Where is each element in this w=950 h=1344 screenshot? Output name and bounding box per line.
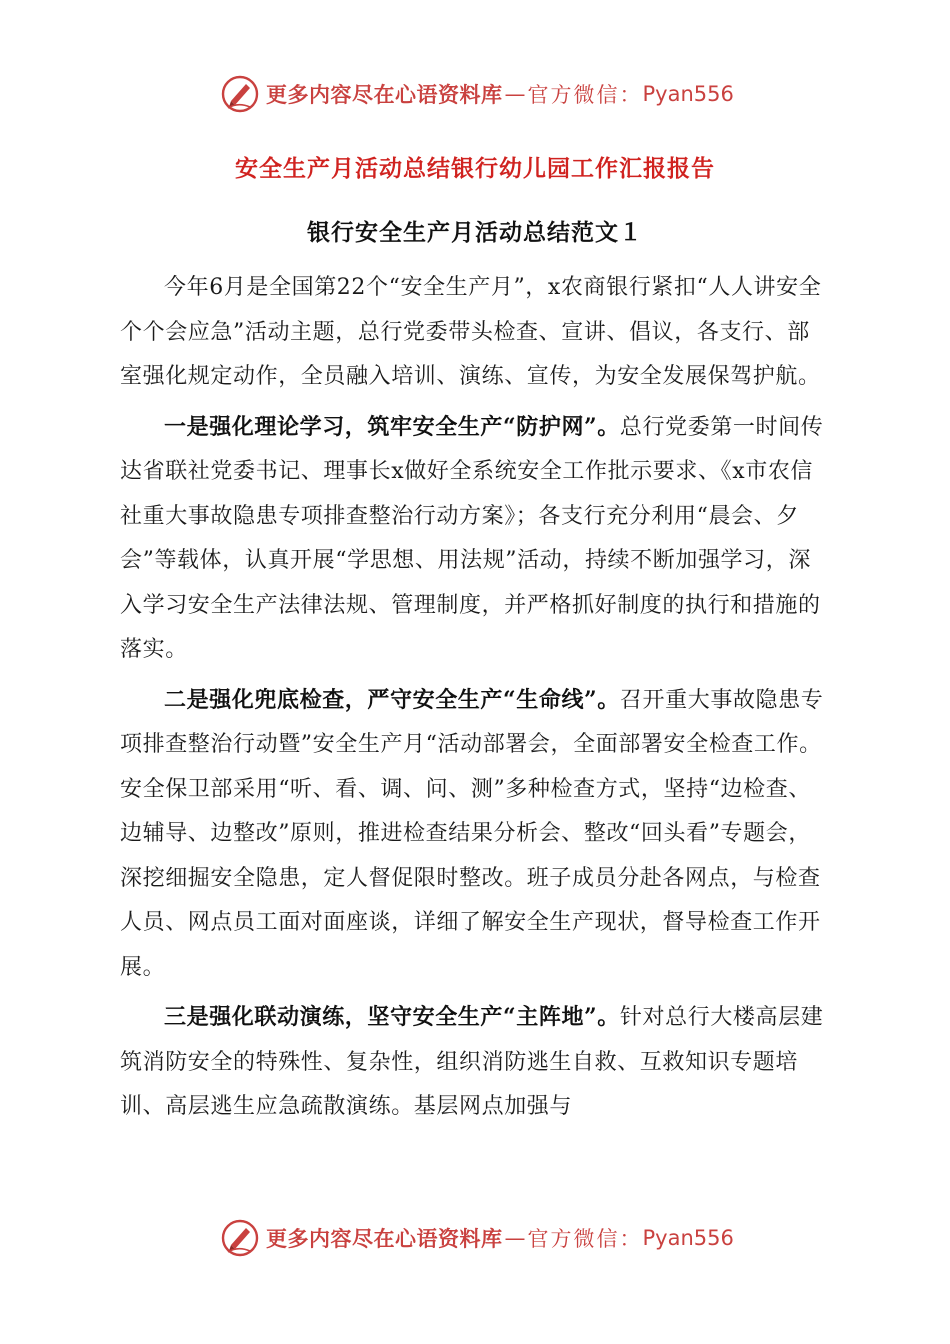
watermark-dash: — — [504, 1226, 526, 1250]
document-subtitle: 银行安全生产月活动总结范文１ — [307, 219, 643, 246]
paragraph-lead: 二是强化兜底检查，严守安全生产“生命线”。 — [164, 686, 620, 713]
watermark-dash: — — [504, 82, 526, 106]
paragraph-lead: 三是强化联动演练，坚守安全生产“主阵地”。 — [164, 1004, 620, 1030]
document-title: 安全生产月活动总结银行幼儿园工作汇报报告 — [235, 155, 715, 182]
paragraph-text: 针对总行大楼高层建筑消防安全的特殊性、复杂性，组织消防逃生自救、互救知识专题培训、高层逃生应急疏散演练。基层网点加强与 — [120, 1005, 824, 1119]
paragraph-intro — [120, 266, 832, 400]
paragraph-inspection — [120, 678, 832, 991]
paragraph-theory — [120, 405, 832, 673]
paragraph-text: 总行党委第一时间传达省联社党委书记、理事长x做好全系统安全工作批示要求、《x市农信社重大事故隐患专项排查整治行动方案》；各支行充分利用“晨会、夕会”等载体，认真开展“学思想、用法规”活动，持续不断加强学习，深入学习安全生产法律法规、管理制度，并严格抓好制度的执行和措施的落实。 — [120, 414, 824, 662]
watermark-header — [220, 72, 734, 116]
watermark-contact-label: 官方微信： — [527, 83, 643, 107]
paragraph-text: 召开重大事故隐患专项排查整治行动暨”安全生产月“活动部署会，全面部署安全检查工作。安全保卫部采用“听、看、调、问、测”多种检查方式，坚持“边检查、边辅导、边整改”原则，推进检查结果分析会、整改“回头看”专题会，深挖细掘安全隐患，定人督促限时整改。班子成员分赴各网点，与检查人员、网点员工面对面座谈，详细了解安全生产现状，督导检查工作开展。 — [120, 687, 824, 980]
document-body — [120, 266, 832, 1130]
paragraph-lead: 一是强化理论学习，筑牢安全生产“防护网”。 — [164, 413, 620, 440]
watermark-contact-id: Pyan556 — [642, 1226, 734, 1250]
paragraph-text: 今年6月是全国第22个“安全生产月”，x农商银行紧扣“人人讲安全 个个会应急”活动主题，总行党委带头检查、宣讲、倡议，各支行、部室强化规定动作，全员融入培训、演练、宣传，为安全发展保驾护航。 — [120, 275, 822, 389]
pen-logo-icon — [220, 74, 260, 114]
paragraph-drill — [120, 995, 832, 1130]
watermark-contact-id: Pyan556 — [642, 82, 734, 106]
watermark-footer — [220, 1216, 734, 1260]
watermark-text: 更多内容尽在心语资料库 — [266, 1227, 503, 1251]
watermark-contact-label: 官方微信： — [527, 1227, 643, 1251]
watermark-text: 更多内容尽在心语资料库 — [266, 83, 503, 107]
pen-logo-icon — [220, 1218, 260, 1258]
